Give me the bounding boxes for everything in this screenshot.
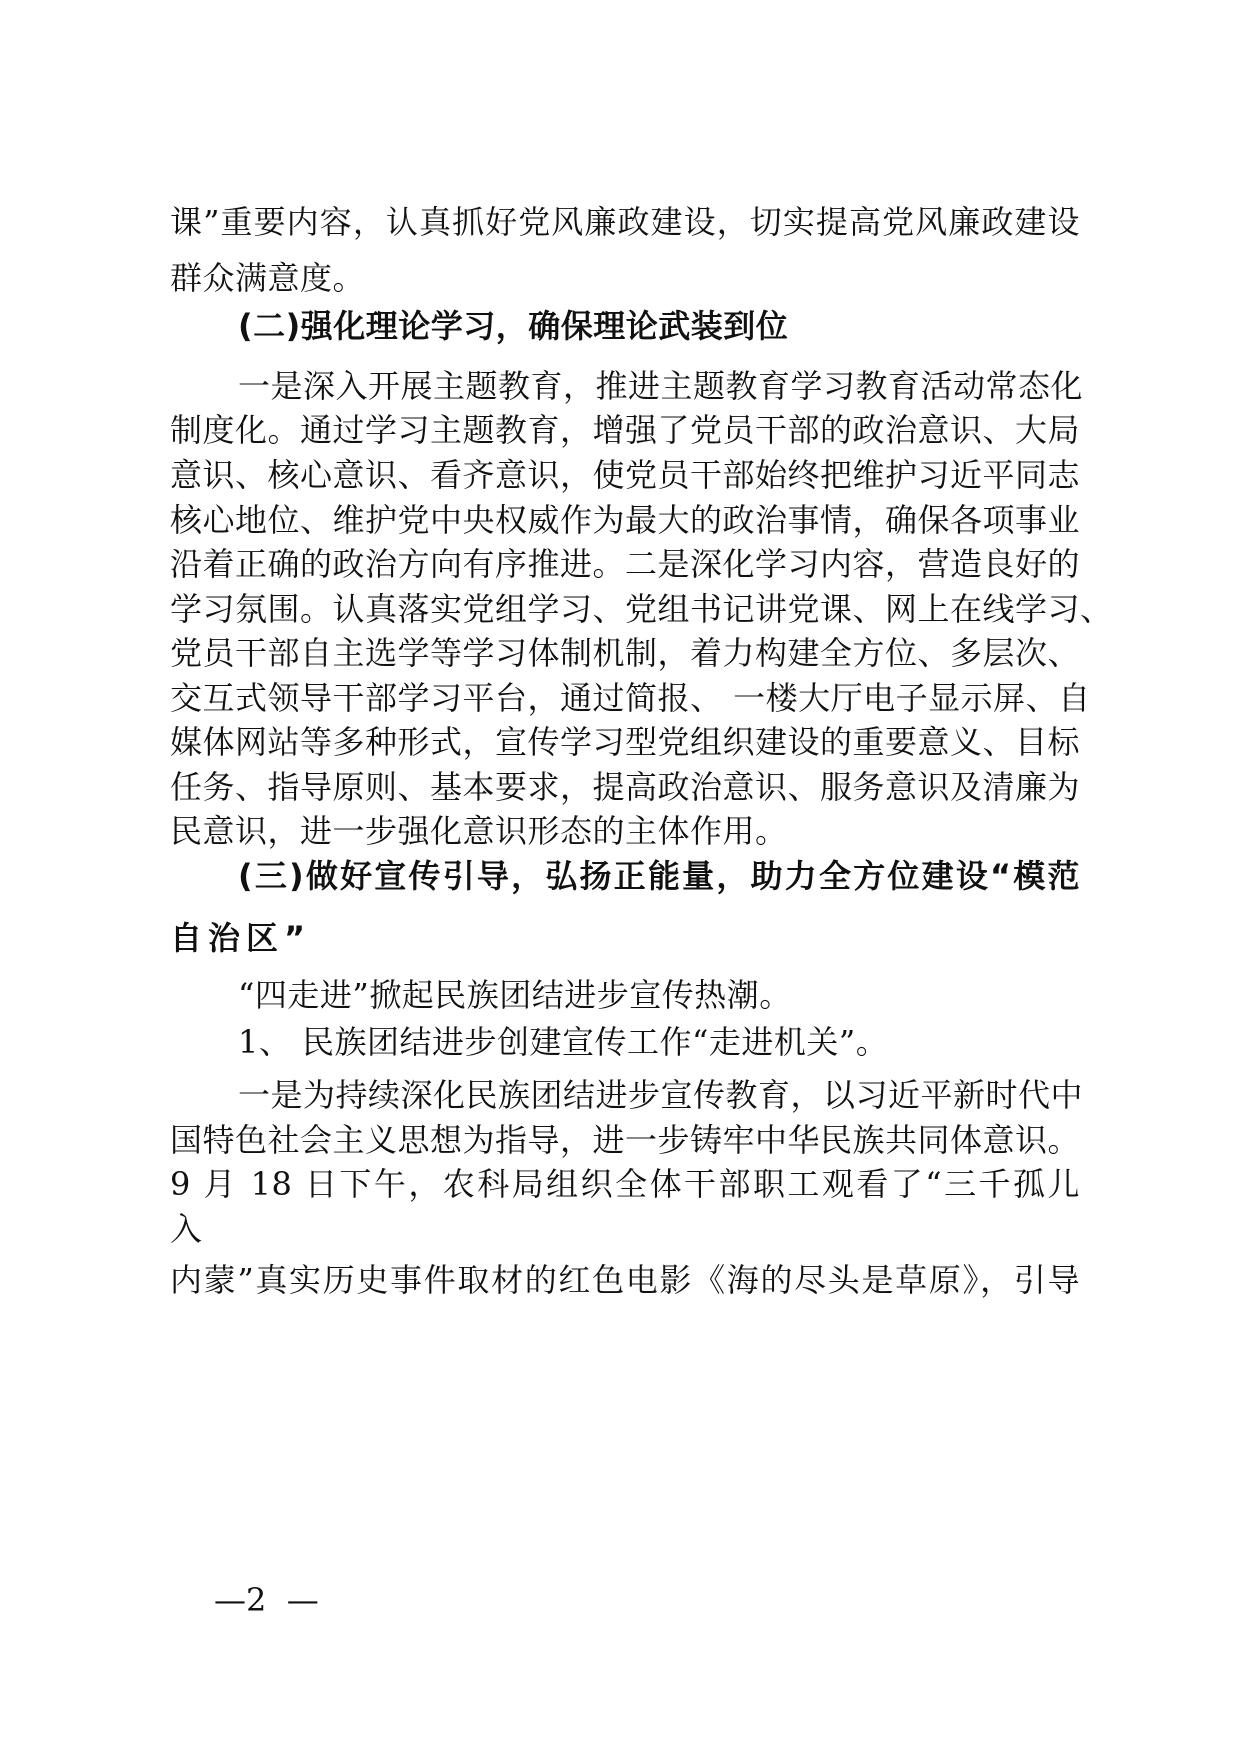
body-line-15: 一是为持续深化民族团结进步宣传教育，以习近平新时代中 [238, 1076, 1084, 1114]
body-line-16: 国特色社会主义思想为指导，进一步铸牢中华民族共同体意识。 [170, 1121, 1081, 1159]
body-line-4: 制度化。通过学习主题教育，增强了党员干部的政治意识、大局 [170, 411, 1081, 449]
body-line-10: 交互式领导干部学习平台，通过简报、 一楼大厅电子显示屏、自 [170, 679, 1091, 717]
body-line-13: 民意识，进一步强化意识形态的主体作用。 [170, 812, 788, 850]
body-line-1: 课”重要内容，认真抓好党风廉政建设，切实提高党风廉政建设 [170, 203, 1080, 241]
body-line-18: 入 [170, 1210, 203, 1248]
numbered-item-1: 1、 民族团结进步创建宣传工作“走进机关”。 [238, 1023, 889, 1061]
body-line-9: 党员干部自主选学等学习体制机制，着力构建全方位、多层次、 [170, 634, 1081, 672]
page-number: —2 — [214, 1581, 319, 1619]
body-line-12: 任务、指导原则、基本要求，提高政治意识、服务意识及清廉为 [170, 768, 1081, 806]
body-line-14: “四走进”掀起民族团结进步宣传热潮。 [238, 976, 792, 1014]
body-line-5: 意识、核心意识、看齐意识，使党员干部始终把维护习近平同志 [170, 456, 1081, 494]
body-line-6: 核心地位、维护党中央权威作为最大的政治事情，确保各项事业 [170, 501, 1081, 539]
body-line-3: 一是深入开展主题教育，推进主题教育学习教育活动常态化 [238, 367, 1084, 405]
body-line-7: 沿着正确的政治方向有序推进。二是深化学习内容，营造良好的 [170, 545, 1081, 583]
section-heading-3: (三)做好宣传引导，弘扬正能量，助力全方位建设“模范 [238, 857, 1080, 895]
body-line-11: 媒体网站等多种形式，宣传学习型党组织建设的重要意义、目标 [170, 723, 1081, 761]
body-line-2: 群众满意度。 [170, 259, 366, 297]
body-line-17: 9 月 18 日下午，农科局组织全体干部职工观看了“三千孤儿 [170, 1165, 1080, 1203]
section-heading-2: (二)强化理论学习，确保理论武装到位 [238, 307, 789, 345]
body-line-8: 学习氛围。认真落实党组学习、党组书记讲党课、网上在线学习、 [170, 590, 1113, 628]
section-heading-3-continued: 自治区” [170, 919, 312, 957]
body-line-19: 内蒙”真实历史事件取材的红色电影《海的尽头是草原》，引导 [170, 1261, 1080, 1299]
